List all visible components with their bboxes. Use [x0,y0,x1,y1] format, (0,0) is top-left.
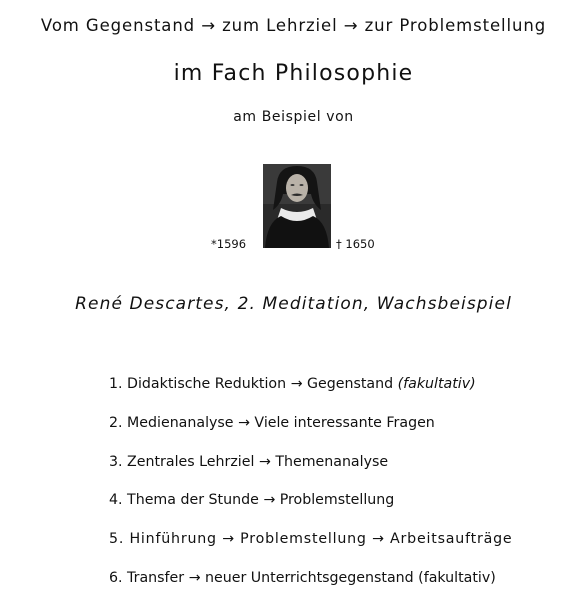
step-text: 6. Transfer → neuer Unterrichtsgegenstand (fakultativ) [109,569,496,586]
step-text: 2. Medienanalyse → Viele interessante Fragen [109,414,435,431]
step-note: (fakultativ) [397,376,476,392]
heading-line-3: am Beispiel von [233,109,354,125]
list-item [109,492,512,531]
birth-year: *1596 [211,237,247,251]
step-list [109,376,512,609]
step-text: 1. Didaktische Reduktion → Gegenstand [109,376,398,392]
death-year: † 1650 [336,237,375,251]
step-text: 5. Hinführung → Problemstellung → Arbeitsaufträge [109,531,513,548]
list-item [109,454,512,493]
list-item [109,376,512,415]
heading-line-2: im Fach Philosophie [173,61,414,86]
list-item [109,570,512,609]
heading-line-1: Vom Gegenstand → zum Lehrziel → zur Problemstellung [40,16,547,35]
descartes-portrait [263,164,331,248]
subtitle: René Descartes, 2. Meditation, Wachsbeispiel [75,294,512,314]
list-item [109,531,512,570]
step-text: 4. Thema der Stunde → Problemstellung [109,492,395,509]
list-item [109,415,512,454]
step-text: 3. Zentrales Lehrziel → Themenanalyse [109,453,389,470]
